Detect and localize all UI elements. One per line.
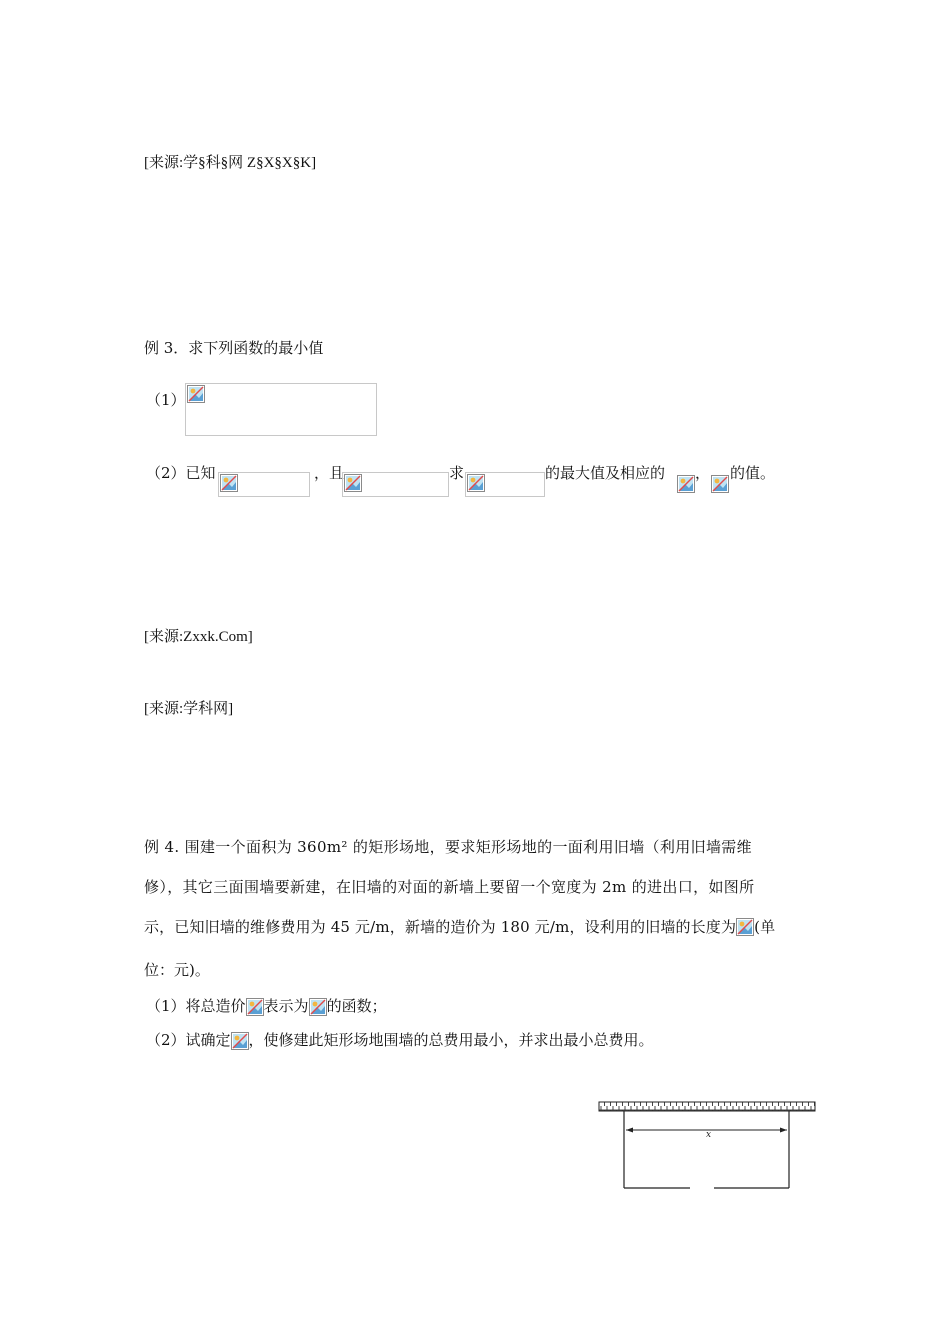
example-3-q1-label: （1） bbox=[146, 391, 186, 409]
example-4-line-3-text: 示，已知旧墙的维修费用为 45 元/m，新墙的造价为 180 元/m，设利用的旧墙的长度为 bbox=[144, 918, 737, 936]
formula-frame-q2-a bbox=[218, 472, 310, 497]
example-4-q1-text-a: （1）将总造价 bbox=[146, 997, 246, 1015]
formula-frame-q2-c bbox=[465, 472, 545, 497]
enclosure-diagram bbox=[598, 1098, 816, 1192]
example-4-q1-text-b: 表示为 bbox=[263, 997, 309, 1015]
broken-image-icon bbox=[220, 474, 238, 492]
example-4-q1 bbox=[146, 996, 387, 1016]
example-4-line-1: 例 4. 围建一个面积为 360m² 的矩形场地，要求矩形场地的一面利用旧墙（利用旧墙需维 bbox=[144, 838, 753, 856]
example-3-q2-text: 的最大值及相应的 bbox=[545, 464, 666, 482]
broken-image-icon bbox=[711, 475, 729, 493]
broken-image-icon bbox=[246, 998, 264, 1016]
broken-image-icon bbox=[187, 385, 205, 403]
broken-image-icon bbox=[344, 474, 362, 492]
example-4-q1-text-c: 的函数； bbox=[326, 997, 387, 1015]
example-4-line-3-unit: (单 bbox=[754, 918, 776, 936]
source-note-3: [来源:学科网] bbox=[144, 701, 234, 717]
example-4-q2-text-a: （2）试确定 bbox=[146, 1031, 231, 1049]
example-3-q2-sep2: 求 bbox=[449, 464, 465, 482]
formula-frame-q1 bbox=[185, 383, 377, 436]
example-4-q2 bbox=[146, 1030, 654, 1050]
old-wall bbox=[599, 1102, 815, 1111]
enclosure-figure bbox=[598, 1098, 816, 1192]
broken-image-icon bbox=[736, 918, 754, 936]
source-note-2: [来源:Zxxk.Com] bbox=[144, 629, 253, 645]
example-4-line-2: 修），其它三面围墙要新建，在旧墙的对面的新墙上要留一个宽度为 2m 的进出口，如图所 bbox=[144, 878, 755, 896]
arrow-head-left bbox=[626, 1128, 633, 1133]
example-3-q2-end: 的值。 bbox=[730, 464, 776, 482]
arrow-head-right bbox=[780, 1128, 787, 1133]
broken-image-icon bbox=[677, 475, 695, 493]
broken-image-icon bbox=[309, 998, 327, 1016]
example-4-line-4: 位：元)。 bbox=[144, 961, 210, 979]
source-note-1: [来源:学§科§网 Z§X§X§K] bbox=[144, 155, 317, 171]
broken-image-icon bbox=[231, 1032, 249, 1050]
example-3-q2-label: （2）已知 bbox=[146, 464, 216, 482]
example-4-q2-text-b: ，使修建此矩形场地围墙的总费用最小，并求出最小总费用。 bbox=[248, 1031, 654, 1049]
formula-frame-q2-b bbox=[342, 472, 449, 497]
example-4-line-3 bbox=[144, 917, 775, 937]
example-3-title: 例 3．求下列函数的最小值 bbox=[144, 339, 324, 357]
broken-image-icon bbox=[467, 474, 485, 492]
dimension-label: x bbox=[706, 1130, 712, 1140]
example-3-q2-sep1: ，且 bbox=[314, 464, 345, 482]
example-3-q2-comma: ， bbox=[695, 464, 711, 482]
